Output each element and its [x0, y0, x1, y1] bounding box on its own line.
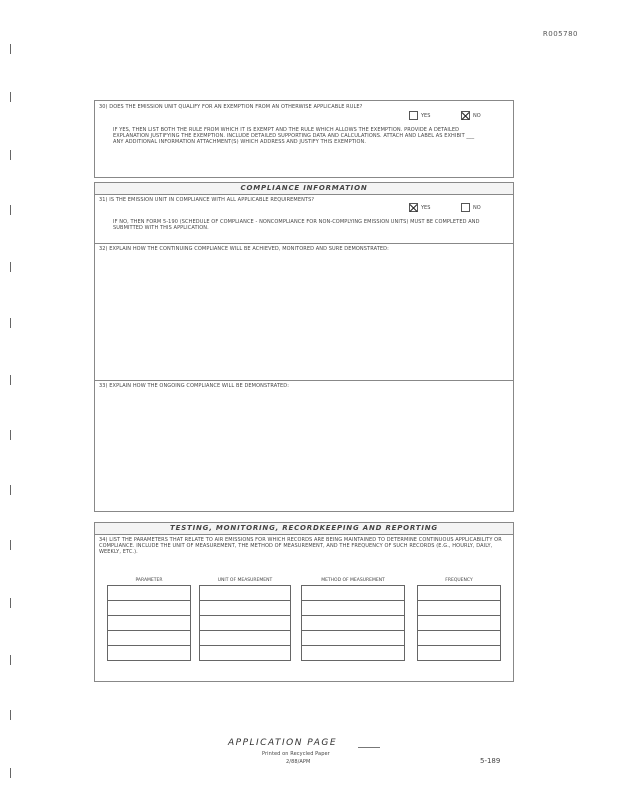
- table-cell[interactable]: [108, 601, 191, 616]
- table-cell[interactable]: [302, 631, 405, 646]
- table-cell[interactable]: [418, 601, 501, 616]
- table-cell[interactable]: [302, 616, 405, 631]
- exemption-instructions: IF YES, THEN LIST BOTH THE RULE FROM WHICH IT IS EXEMPT AND THE RULE WHICH ALLOWS THE EXEMPTION. PROVIDE A DETAILED EXPLANATION JUSTIFYING THE EXEMPTION. INCLUDE DETAILED SUPPORTING DATA AND CALCULATIONS. ATTACH AND LABEL AS EXHIBIT ___ ANY ADDITIONAL INFORMATION ATTACHMENT(S) WHICH ADDRESS AND JUSTIFY THIS EXEMPTION.: [113, 127, 475, 145]
- testing-instructions: 34) LIST THE PARAMETERS THAT RELATE TO AIR EMISSIONS FOR WHICH RECORDS ARE BEING MAINTAINED TO DETERMINE CONTINUOUS APPLICABILITY OR COMPLIANCE. INCLUDE THE UNIT OF MEASUREMENT, THE METHOD OF MEASUREMENT, AND THE FREQUENCY OF SUCH RECORDS (E.G., HOURLY, DAILY, WEEKLY, ETC.).: [99, 537, 502, 555]
- table-cell[interactable]: [200, 586, 291, 601]
- table-cell[interactable]: [108, 586, 191, 601]
- frequency-column: [417, 585, 501, 661]
- footer-code: 2/88/APM: [286, 759, 311, 765]
- compliance-yes-label: YES: [421, 204, 431, 211]
- column-header-parameter: PARAMETER: [135, 578, 163, 583]
- table-cell[interactable]: [108, 616, 191, 631]
- margin-mark: [10, 540, 15, 550]
- exemption-no-checkbox[interactable]: [461, 111, 470, 120]
- margin-mark: [10, 655, 15, 665]
- compliance-title: COMPLIANCE INFORMATION: [95, 183, 513, 195]
- table-cell[interactable]: [418, 631, 501, 646]
- page-number: 5-189: [480, 757, 501, 765]
- table-cell[interactable]: [302, 601, 405, 616]
- margin-mark: [10, 262, 15, 272]
- margin-mark: [10, 92, 15, 102]
- margin-mark: [10, 375, 15, 385]
- compliance-no-checkbox[interactable]: [461, 203, 470, 212]
- compliance-section: [94, 182, 514, 512]
- compliance-q33: 33) EXPLAIN HOW THE ONGOING COMPLIANCE WILL BE DEMONSTRATED:: [99, 383, 290, 389]
- compliance-yes-checkbox[interactable]: [409, 203, 418, 212]
- margin-mark: [10, 710, 15, 720]
- document-id: R005780: [542, 30, 578, 38]
- table-cell[interactable]: [200, 601, 291, 616]
- column-header-frequency: FREQUENCY: [445, 578, 473, 583]
- table-cell[interactable]: [302, 646, 405, 661]
- table-cell[interactable]: [302, 586, 405, 601]
- table-cell[interactable]: [108, 631, 191, 646]
- exemption-yes-option[interactable]: [409, 105, 430, 124]
- compliance-no-label: NO: [473, 204, 481, 211]
- table-cell[interactable]: [200, 631, 291, 646]
- table-cell[interactable]: [418, 616, 501, 631]
- testing-title: TESTING, MONITORING, RECORDKEEPING AND REPORTING: [95, 523, 513, 535]
- exemption-question: 30) DOES THE EMISSION UNIT QUALIFY FOR AN EXEMPTION FROM AN OTHERWISE APPLICABLE RULE?: [99, 104, 363, 110]
- margin-mark: [10, 150, 15, 160]
- table-cell[interactable]: [418, 586, 501, 601]
- table-cell[interactable]: [418, 646, 501, 661]
- compliance-q33-answer-area[interactable]: [99, 394, 509, 506]
- compliance-no-option[interactable]: [461, 197, 481, 216]
- compliance-yes-option[interactable]: [409, 197, 430, 216]
- parameter-column: [107, 585, 191, 661]
- footer-recycled-note: Printed on Recycled Paper: [262, 751, 330, 757]
- exemption-section: [94, 100, 514, 178]
- compliance-q32-answer-area[interactable]: [99, 257, 509, 377]
- compliance-question: 31) IS THE EMISSION UNIT IN COMPLIANCE WITH ALL APPLICABLE REQUIREMENTS?: [99, 197, 315, 203]
- margin-mark: [10, 598, 15, 608]
- table-cell[interactable]: [200, 616, 291, 631]
- unit-column: [199, 585, 291, 661]
- exemption-yes-label: YES: [421, 112, 431, 119]
- margin-mark: [10, 205, 15, 215]
- compliance-q32: 32) EXPLAIN HOW THE CONTINUING COMPLIANCE WILL BE ACHIEVED, MONITORED AND SURE DEMONSTRATED:: [99, 246, 389, 252]
- compliance-instructions: IF NO, THEN FORM 5-190 (SCHEDULE OF COMPLIANCE - NONCOMPLIANCE FOR NON-COMPLYING EMISSION UNITS) MUST BE COMPLETED AND SUBMITTED WITH THIS APPLICATION.: [113, 219, 480, 231]
- margin-mark: [10, 768, 15, 778]
- margin-mark: [10, 430, 15, 440]
- exemption-yes-checkbox[interactable]: [409, 111, 418, 120]
- column-header-unit: UNIT OF MEASUREMENT: [217, 578, 273, 583]
- exemption-no-label: NO: [473, 112, 481, 119]
- column-header-method: METHOD OF MEASUREMENT: [321, 578, 385, 583]
- testing-section: [94, 522, 514, 682]
- footer-title: APPLICATION PAGE: [228, 738, 338, 748]
- method-column: [301, 585, 405, 661]
- exemption-no-option[interactable]: [461, 105, 481, 124]
- margin-mark: [10, 44, 15, 54]
- margin-mark: [10, 485, 15, 495]
- margin-mark: [10, 318, 15, 328]
- table-cell[interactable]: [108, 646, 191, 661]
- table-cell[interactable]: [200, 646, 291, 661]
